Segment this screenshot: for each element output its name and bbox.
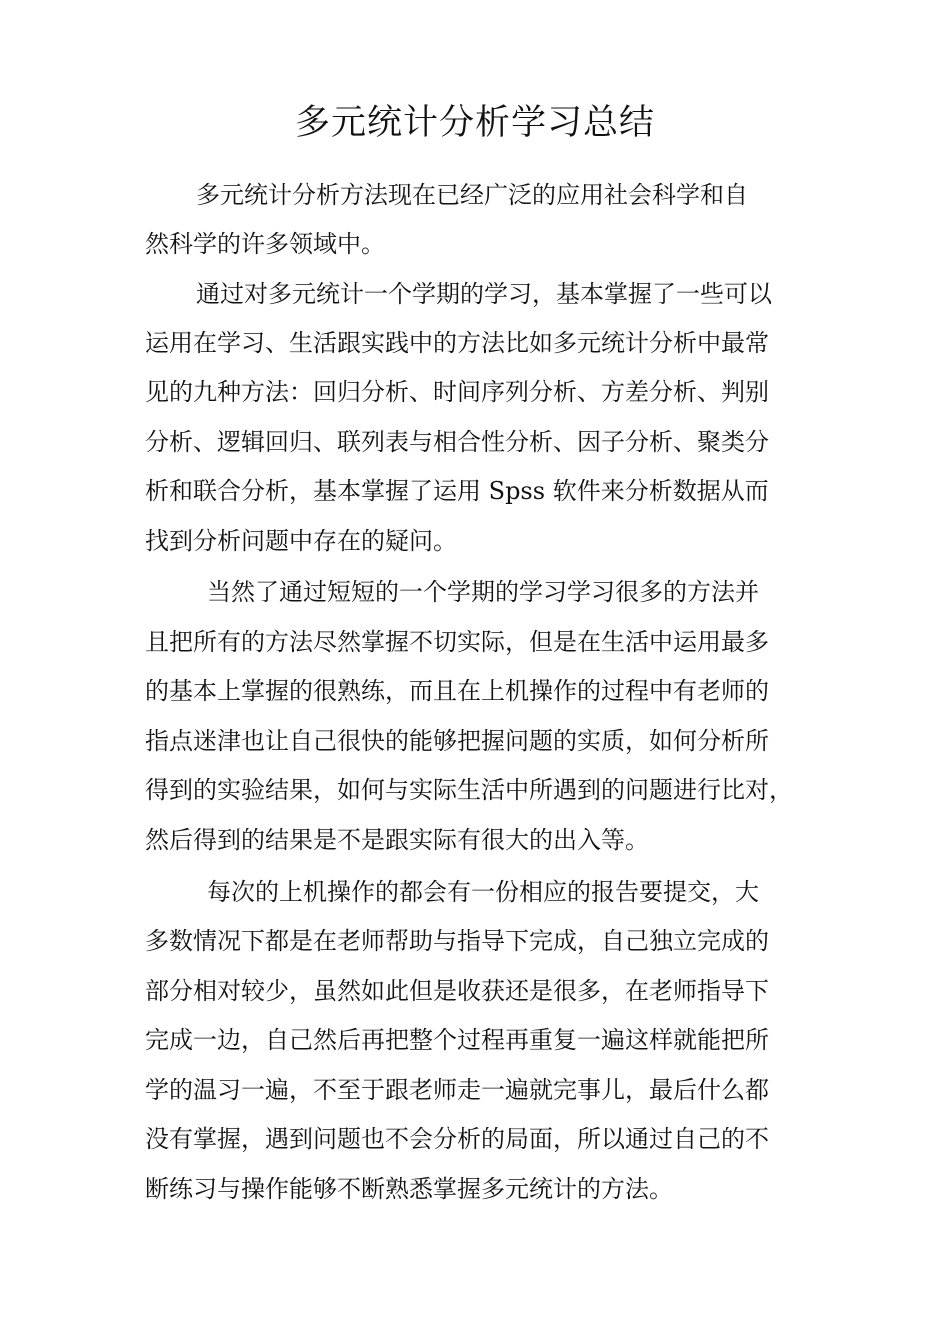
paragraph-line: 的基本上掌握的很熟练，而且在上机操作的过程中有老师的 xyxy=(145,677,769,705)
document-title: 多元统计分析学习总结 xyxy=(294,103,655,143)
paragraph-line: 得到的实验结果，如何与实际生活中所遇到的问题进行比对， xyxy=(145,776,793,804)
paragraph-line: 找到分析问题中存在的疑问。 xyxy=(145,527,457,555)
paragraph-line: 部分相对较少，虽然如此但是收获还是很多，在老师指导下 xyxy=(145,977,769,1005)
paragraph-line: 断练习与操作能够不断熟悉掌握多元统计的方法。 xyxy=(145,1175,673,1203)
paragraph-line: 析和联合分析，基本掌握了运用 Spss 软件来分析数据从而 xyxy=(145,477,769,505)
paragraph-line: 每次的上机操作的都会有一份相应的报告要提交，大 xyxy=(207,878,759,906)
paragraph-line: 指点迷津也让自己很快的能够把握问题的实质，如何分析所 xyxy=(145,727,769,755)
paragraph-line: 然后得到的结果是不是跟实际有很大的出入等。 xyxy=(145,826,649,854)
paragraph-line: 通过对多元统计一个学期的学习，基本掌握了一些可以 xyxy=(196,280,772,308)
paragraph-line: 然科学的许多领域中。 xyxy=(145,230,385,258)
paragraph-line: 运用在学习、生活跟实践中的方法比如多元统计分析中最常 xyxy=(145,329,769,357)
paragraph-line: 多数情况下都是在老师帮助与指导下完成，自己独立完成的 xyxy=(145,927,769,955)
paragraph-line: 分析、逻辑回归、联列表与相合性分析、因子分析、聚类分 xyxy=(145,428,769,456)
paragraph-line: 当然了通过短短的一个学期的学习学习很多的方法并 xyxy=(207,578,759,606)
paragraph-line: 见的九种方法：回归分析、时间序列分析、方差分析、判别 xyxy=(145,378,769,406)
paragraph-line: 学的温习一遍，不至于跟老师走一遍就完事儿，最后什么都 xyxy=(145,1076,769,1104)
paragraph-line: 且把所有的方法尽然掌握不切实际，但是在生活中运用最多 xyxy=(145,628,769,656)
paragraph-line: 完成一边，自己然后再把整个过程再重复一遍这样就能把所 xyxy=(145,1026,769,1054)
paragraph-line: 没有掌握，遇到问题也不会分析的局面，所以通过自己的不 xyxy=(145,1125,769,1153)
paragraph-line: 多元统计分析方法现在已经广泛的应用社会科学和自 xyxy=(196,181,748,209)
